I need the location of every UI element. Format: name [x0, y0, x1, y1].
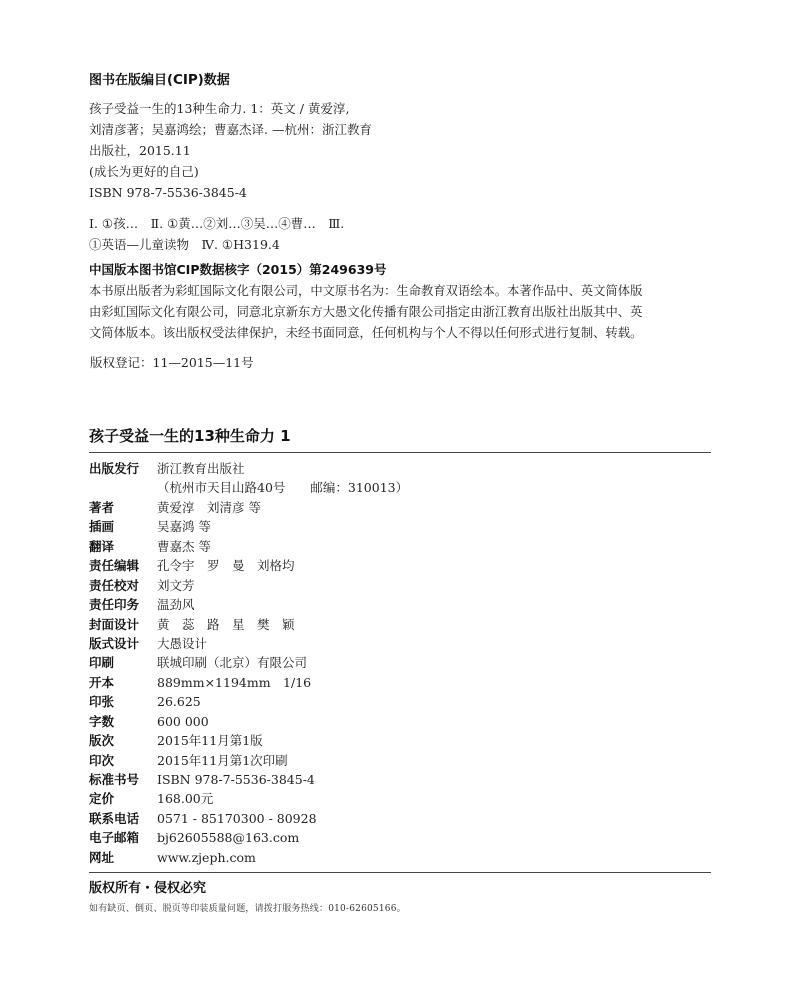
- info-value: www.zjeph.com: [157, 849, 256, 865]
- info-label: 责任校对: [89, 577, 140, 593]
- info-row: [89, 478, 711, 497]
- cip-data-number: 中国版本图书馆CIP数据核字（2015）第249639号: [89, 262, 387, 277]
- info-row: [89, 517, 711, 536]
- info-label: 著者: [89, 499, 115, 515]
- info-value: 大愚设计: [157, 635, 208, 651]
- info-value: 孔令宇 罗 曼 刘格均: [157, 558, 295, 574]
- cip-section: [89, 70, 711, 373]
- info-row: [89, 653, 711, 672]
- notice-line: 本书原出版者为彩虹国际文化有限公司，中文原书名为：生命教育双语绘本。本著作品中、英文简体版: [89, 284, 643, 298]
- info-value: 2015年11月第1版: [157, 733, 263, 749]
- info-value: bj62605588@163.com: [157, 830, 300, 846]
- info-label: 责任印务: [89, 597, 140, 613]
- info-value: 曹嘉杰 等: [157, 538, 211, 554]
- cip-isbn-line: ISBN 978-7-5536-3845-4: [89, 185, 247, 200]
- cip-classification: ①英语—儿童读物 Ⅳ. ①H319.4: [89, 237, 280, 252]
- info-value: 吴嘉鸿 等: [157, 519, 211, 535]
- info-row: [89, 615, 711, 634]
- cip-heading: 图书在版编目(CIP)数据: [89, 72, 230, 88]
- info-row: [89, 498, 711, 517]
- info-label: 开本: [89, 674, 115, 690]
- info-label: 版次: [89, 733, 115, 749]
- copyright-registration: 版权登记：11—2015—11号: [90, 355, 254, 370]
- info-row: [89, 828, 711, 847]
- info-label: 封面设计: [89, 616, 140, 632]
- info-label: 联系电话: [89, 810, 140, 826]
- info-value: 黄爱淳 刘清彦 等: [157, 499, 261, 515]
- info-label: 版式设计: [89, 635, 140, 651]
- info-value: 黄 蕊 路 星 樊 颖: [157, 616, 295, 632]
- info-label: 印刷: [89, 655, 115, 671]
- info-row: [89, 459, 711, 478]
- info-row: [89, 576, 711, 595]
- info-row: [89, 712, 711, 731]
- info-value: 刘文芳: [157, 577, 195, 593]
- info-label: [89, 478, 157, 497]
- notice-line: 文简体版本。该出版权受法律保护，未经书面同意，任何机构与个人不得以任何形式进行复制、转载。: [89, 326, 643, 340]
- info-row: [89, 789, 711, 808]
- info-label: 标准书号: [89, 772, 140, 787]
- info-row: [89, 673, 711, 692]
- divider: [89, 452, 711, 453]
- info-value: 0571 - 85170300 - 80928: [157, 810, 317, 826]
- info-value: 889mm×1194mm 1/16: [157, 674, 312, 690]
- info-value: （杭州市天目山路40号 邮编：310013）: [157, 480, 409, 496]
- info-label: 字数: [89, 713, 115, 729]
- info-value: 2015年11月第1次印刷: [157, 752, 288, 768]
- info-value: 联城印刷（北京）有限公司: [157, 655, 308, 671]
- info-row: [89, 692, 711, 711]
- cip-series-line: (成长为更好的自己): [89, 164, 199, 179]
- info-value: ISBN 978-7-5536-3845-4: [157, 772, 315, 787]
- info-row: [89, 770, 711, 789]
- info-row: [89, 537, 711, 556]
- info-value: 浙江教育出版社: [157, 461, 245, 476]
- cip-line: 出版社，2015.11: [89, 143, 191, 158]
- cip-line: 孩子受益一生的13种生命力. 1：英文 / 黄爱淳,: [89, 101, 350, 116]
- info-value: 26.625: [157, 694, 201, 710]
- info-label: 印次: [89, 752, 115, 768]
- info-label: 责任编辑: [89, 558, 140, 574]
- info-value: 168.00元: [157, 791, 214, 807]
- book-title: 孩子受益一生的13种生命力 1: [89, 427, 291, 445]
- info-row: [89, 595, 711, 614]
- cip-record: [89, 98, 711, 203]
- info-label: 插画: [89, 519, 115, 535]
- copyright-notice: [89, 281, 711, 344]
- info-label: 翻译: [89, 538, 115, 554]
- info-value: 600 000: [157, 713, 209, 729]
- info-label: 电子邮箱: [89, 830, 140, 846]
- rights-reserved: 版权所有・侵权必究: [89, 881, 207, 896]
- divider: [89, 872, 711, 873]
- info-label: 定价: [89, 791, 115, 807]
- info-label: 印张: [89, 694, 115, 710]
- info-row: [89, 556, 711, 575]
- info-row: [89, 848, 711, 867]
- info-label: 出版发行: [89, 461, 140, 476]
- publication-info: [89, 459, 711, 867]
- info-row: [89, 634, 711, 653]
- service-hotline-note: 如有缺页、倒页、脱页等印装质量问题，请拨打服务热线：010-62605166。: [89, 904, 406, 914]
- notice-line: 由彩虹国际文化有限公司，同意北京新东方大愚文化传播有限公司指定由浙江教育出版社出版其中、英: [89, 305, 643, 319]
- info-row: [89, 751, 711, 770]
- cip-line: 刘清彦著；吴嘉鸿绘；曹嘉杰译. —杭州：浙江教育: [89, 122, 372, 137]
- info-label: 网址: [89, 849, 115, 865]
- info-value: 温劲风: [157, 597, 195, 613]
- info-row: [89, 731, 711, 750]
- info-row: [89, 809, 711, 828]
- cip-classification: Ⅰ. ①孩… Ⅱ. ①黄…②刘…③吴…④曹… Ⅲ.: [89, 216, 345, 231]
